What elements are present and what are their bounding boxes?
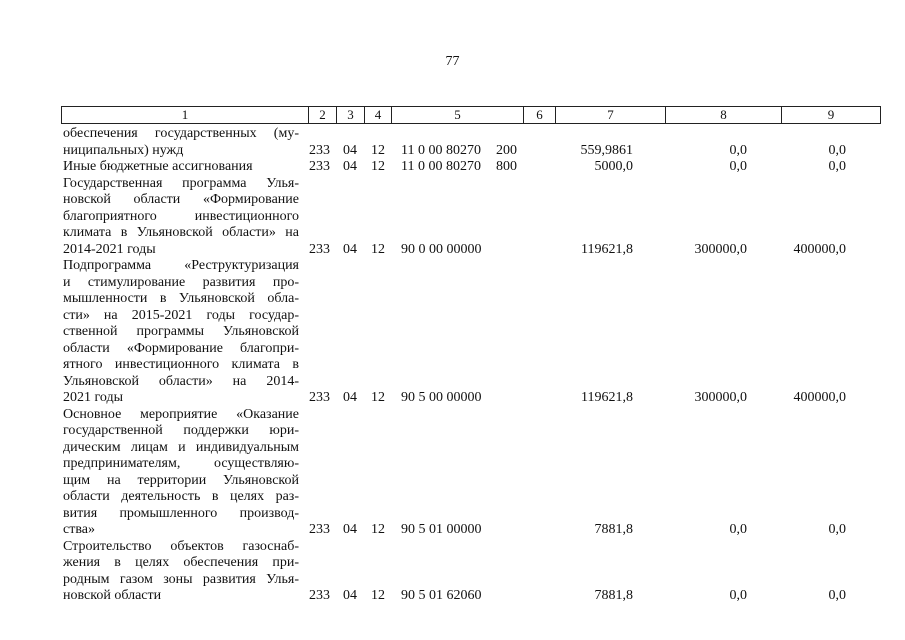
- description-line: Подпрограмма «Реструктуризация: [63, 258, 299, 273]
- cell-c2: 233: [309, 142, 330, 158]
- cell-c6: 800: [496, 159, 517, 174]
- description-line: ства»: [63, 522, 95, 537]
- cell-c9: 0,0: [828, 522, 846, 537]
- description-line: Основное мероприятие «Оказание: [63, 406, 299, 422]
- description-line: предпринимателям, осуществляю-: [63, 456, 299, 471]
- cell-c5: 11 0 00 80270: [401, 142, 481, 158]
- table-row: [0, 539, 905, 605]
- cell-c3: 04: [343, 390, 357, 405]
- cell-c2: 233: [309, 159, 330, 174]
- cell-c5: 11 0 00 80270: [401, 159, 481, 174]
- description-line: ниципальных) нужд: [63, 142, 184, 158]
- header-col-2: 2: [309, 107, 337, 124]
- cell-c5: 90 0 00 00000: [401, 241, 482, 257]
- cell-c3: 04: [343, 588, 357, 603]
- description-line: новской области: [63, 588, 162, 603]
- description-line: области «Формирование благопри-: [63, 340, 299, 356]
- cell-c3: 04: [343, 241, 357, 257]
- description-line: жения в целях обеспечения при-: [63, 555, 299, 570]
- cell-c4: 12: [371, 241, 385, 257]
- header-col-3: 3: [337, 107, 365, 124]
- cell-c9: 0,0: [828, 159, 846, 174]
- table-row: [0, 176, 905, 259]
- cell-c9: 0,0: [828, 588, 846, 603]
- cell-c7: 5000,0: [594, 159, 633, 174]
- cell-c9: 400000,0: [793, 390, 846, 405]
- description-line: 2014-2021 годы: [63, 241, 156, 257]
- cell-c7: 119621,8: [581, 241, 633, 257]
- description-line: и стимулирование развития про-: [63, 274, 299, 290]
- cell-c8: 300000,0: [694, 390, 747, 405]
- row-description: [63, 159, 299, 176]
- cell-c8: 0,0: [729, 522, 747, 537]
- row-description: [63, 126, 299, 159]
- cell-c8: 0,0: [729, 588, 747, 603]
- description-line: Государственная программа Улья-: [63, 175, 299, 191]
- cell-c3: 04: [343, 142, 357, 158]
- cell-c7: 119621,8: [581, 390, 633, 405]
- cell-c8: 300000,0: [694, 241, 747, 257]
- cell-c2: 233: [309, 522, 330, 537]
- description-line: вития промышленного производ-: [63, 505, 299, 521]
- cell-c4: 12: [371, 522, 385, 537]
- description-line: Ульяновской области» на 2014-: [63, 373, 299, 389]
- cell-c8: 0,0: [729, 159, 747, 174]
- description-line: Строительство объектов газоснаб-: [63, 538, 299, 554]
- description-line: благоприятного инвестиционного: [63, 208, 299, 224]
- table-row: [0, 258, 905, 407]
- row-description: [63, 258, 299, 407]
- row-description: [63, 407, 299, 539]
- cell-c2: 233: [309, 588, 330, 603]
- header-col-8: 8: [666, 107, 782, 124]
- cell-c8: 0,0: [729, 142, 747, 158]
- cell-c2: 233: [309, 241, 330, 257]
- cell-c4: 12: [371, 390, 385, 405]
- cell-c5: 90 5 01 62060: [401, 588, 482, 603]
- header-col-7: 7: [556, 107, 666, 124]
- description-line: ственной программы Ульяновской: [63, 324, 299, 339]
- description-line: обеспечения государственных (му-: [63, 126, 299, 141]
- table-row: [0, 407, 905, 539]
- cell-c7: 7881,8: [594, 588, 633, 603]
- cell-c4: 12: [371, 159, 385, 174]
- description-line: родным газом зоны развития Улья-: [63, 571, 299, 587]
- header-col-5: 5: [392, 107, 524, 124]
- cell-c2: 233: [309, 390, 330, 405]
- cell-c5: 90 5 01 00000: [401, 522, 482, 537]
- description-line: дическим лицам и индивидуальным: [63, 439, 299, 455]
- table-header: [61, 106, 881, 124]
- header-col-4: 4: [365, 107, 392, 124]
- cell-c4: 12: [371, 588, 385, 603]
- description-line: климата в Ульяновской области» на: [63, 225, 299, 240]
- cell-c6: 200: [496, 142, 517, 158]
- cell-c7: 559,9861: [580, 142, 633, 158]
- cell-c7: 7881,8: [594, 522, 633, 537]
- cell-c9: 0,0: [828, 142, 846, 158]
- table-row: [0, 159, 905, 176]
- table-row: [0, 126, 905, 159]
- description-line: области деятельность в целях раз-: [63, 489, 299, 504]
- description-line: Иные бюджетные ассигнования: [63, 159, 253, 174]
- cell-c9: 400000,0: [793, 241, 846, 257]
- description-line: сти» на 2015-2021 годы государ-: [63, 307, 299, 323]
- page-number: 77: [445, 54, 460, 69]
- cell-c5: 90 5 00 00000: [401, 390, 482, 405]
- row-description: [63, 176, 299, 259]
- description-line: 2021 годы: [63, 390, 124, 405]
- header-col-6: 6: [524, 107, 556, 124]
- cell-c3: 04: [343, 159, 357, 174]
- cell-c4: 12: [371, 142, 385, 158]
- header-col-1: 1: [62, 107, 309, 124]
- cell-c3: 04: [343, 522, 357, 537]
- description-line: новской области «Формирование: [63, 192, 299, 207]
- description-line: щим на территории Ульяновской: [63, 472, 299, 488]
- table-body: [0, 126, 905, 605]
- row-description: [63, 539, 299, 605]
- description-line: мышленности в Ульяновской обла-: [63, 291, 299, 306]
- description-line: ятного инвестиционного климата в: [63, 357, 299, 372]
- header-col-9: 9: [782, 107, 881, 124]
- description-line: государственной поддержки юри-: [63, 423, 299, 438]
